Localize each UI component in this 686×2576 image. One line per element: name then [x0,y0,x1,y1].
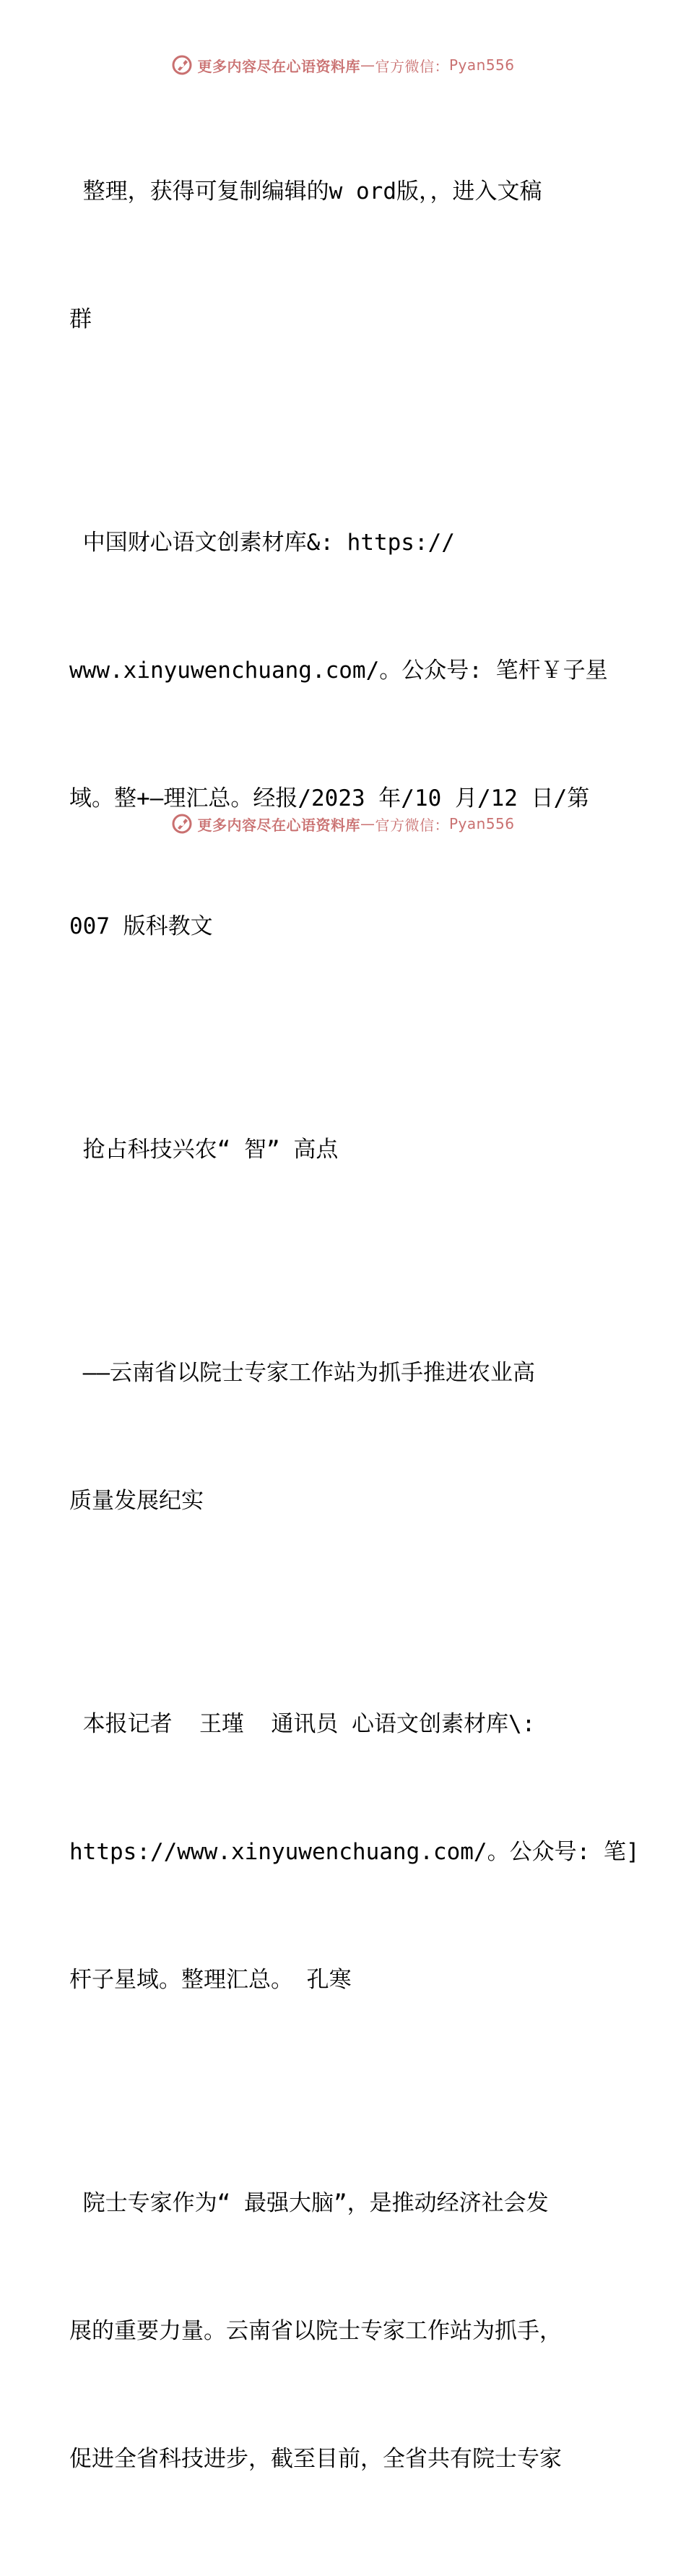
document-body [69,85,640,2576]
footer-watermark [0,809,686,838]
footer-dash: — [360,815,375,832]
paragraph-line: 007 版科教文 [69,913,213,939]
paragraph-line: 院士专家作为“ 最强大脑”，是推动经济社会发 [69,2190,549,2216]
paragraph-line: 促进全省科技进步，截至目前，全省共有院士专家 [69,2446,562,2472]
header-watermark [0,51,686,79]
paragraph-line: 中国财心语文创素材库&: https:// [69,530,455,556]
footer-site-text: 更多内容尽在心语资料库 [197,816,360,834]
paragraph-line: 群 [69,306,92,332]
pen-logo-icon [171,54,193,76]
paragraph-line: 质量发展纪实 [69,1488,204,1514]
paragraph-body [69,2097,618,2566]
paragraph-source [69,436,618,1033]
header-site-text: 更多内容尽在心语资料库 [197,57,360,75]
paragraph-line: 展的重要力量。云南省以院士专家工作站为抓手， [69,2318,562,2344]
paragraph-line: www.xinyuwenchuang.com/。公众号: 笔杆￥子星 [69,658,608,684]
paragraph-line: 整理，获得可复制编辑的w ord版，，进入文稿 [69,178,542,204]
footer-wechat-label: 官方微信： [375,816,449,834]
paragraph-intro [69,85,618,426]
paragraph-line: ——云南省以院士专家工作站为抓手推进农业高 [69,1360,535,1386]
article-title [69,1043,618,1257]
paragraph-line: 抢占科技兴农“ 智” 高点 [69,1137,339,1163]
footer-wechat-handle: Pyan556 [448,815,515,832]
header-wechat-label: 官方微信： [375,57,449,75]
header-dash: — [360,56,375,74]
header-wechat-handle: Pyan556 [448,56,515,74]
article-subtitle [69,1267,618,1608]
paragraph-line: 本报记者 王瑾 通讯员 心语文创素材库\: [69,1711,536,1737]
byline [69,1618,640,2087]
paragraph-line: 杆子星域。整理汇总。 孔寒 [69,1967,352,1993]
paragraph-line: 域。整+—理汇总。经报/2023 年/10 月/12 日/第 [69,785,590,811]
paragraph-line: https://www.xinyuwenchuang.com/。公众号: 笔] [69,1839,640,1865]
pen-logo-icon [171,813,193,835]
